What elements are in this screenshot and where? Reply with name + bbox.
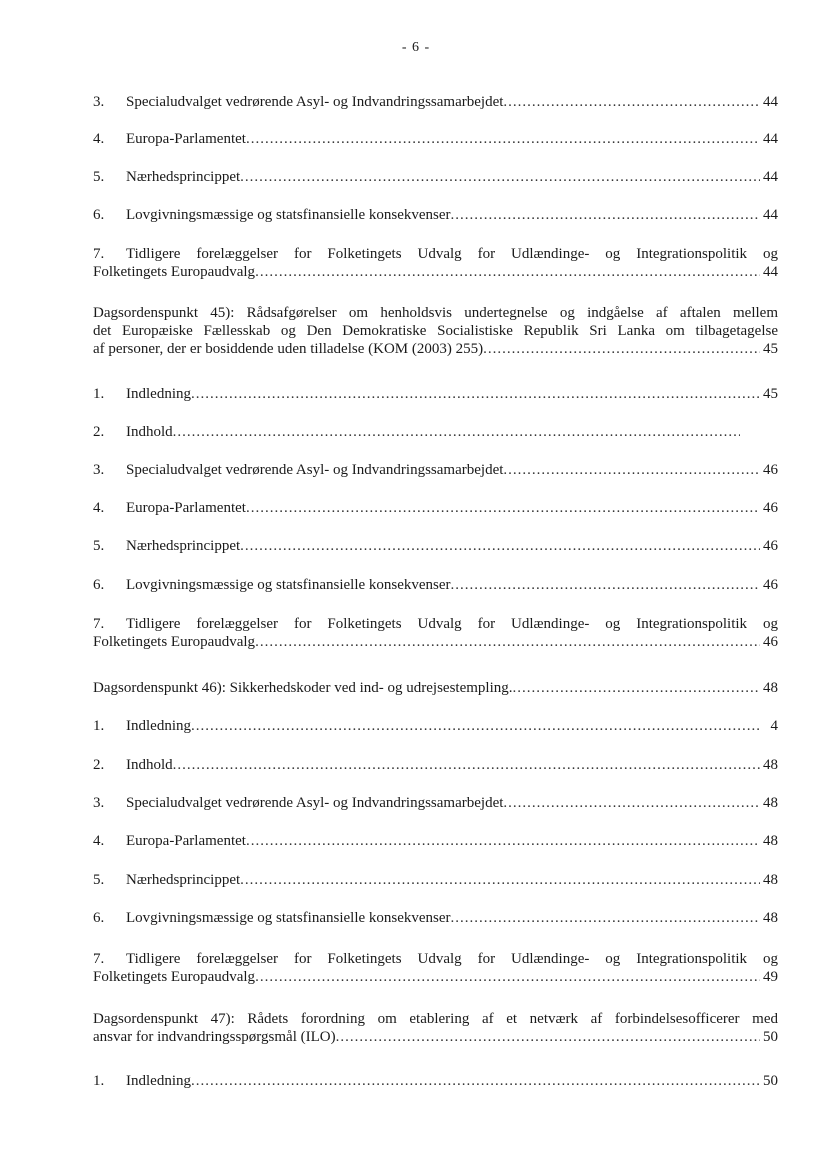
toc-entry-number: 5. [93, 169, 105, 185]
toc-entry-title: Europa-Parlamentet [126, 500, 246, 516]
dot-leader [246, 832, 760, 850]
toc-entry-page: 46 [763, 462, 778, 478]
agenda-heading [93, 304, 778, 358]
toc-entry [93, 245, 778, 281]
toc-entry-title: Specialudvalget vedrørende Asyl- og Indvandringssamarbejdet [126, 462, 504, 478]
dot-leader [191, 1072, 760, 1090]
toc-entry-title: Indhold [126, 424, 173, 440]
dot-leader [240, 537, 760, 555]
dot-leader [246, 499, 760, 517]
dot-leader [255, 968, 760, 986]
toc-entry-number: 4. [93, 833, 105, 849]
toc-entry-page: 45 [763, 386, 778, 402]
agenda-heading-line: Dagsordenspunkt 46): Sikkerhedskoder ved ind- og udrejsestempling. [93, 680, 513, 696]
toc-entry [93, 499, 778, 517]
toc-entry-page: 44 [763, 94, 778, 110]
toc-entry-number: 7. [93, 616, 105, 632]
toc-entry-title-continued: Folketingets Europaudvalg [93, 634, 256, 650]
toc-entry [93, 537, 778, 555]
toc-entry-number: 5. [93, 872, 105, 888]
toc-entry [93, 130, 778, 148]
toc-entry-title: Indledning [126, 386, 191, 402]
page-number: - 6 - [401, 40, 431, 55]
toc-entry-page: 46 [763, 634, 778, 650]
toc-entry-number: 2. [93, 757, 105, 773]
toc-entry-number: 7. [93, 951, 105, 967]
agenda-heading-line: Dagsordenspunkt 45): Rådsafgørelser om henholdsvis undertegnelse og indgåelse af aftalen mellem [93, 305, 778, 321]
toc-entry-title: Nærhedsprincippet [126, 872, 241, 888]
toc-entry-number: 3. [93, 795, 105, 811]
toc-entry-page: 4 [770, 718, 778, 734]
toc-entry-page: 48 [763, 872, 778, 888]
toc-entry [93, 717, 778, 735]
toc-entry-page: 44 [763, 264, 778, 280]
toc-entry-page: 46 [763, 577, 778, 593]
dot-leader [451, 909, 760, 927]
toc-entry-number: 4. [93, 500, 105, 516]
toc-entry-page: 50 [763, 1073, 778, 1089]
toc-entry-title: Lovgivningsmæssige og statsfinansielle konsekvenser [126, 910, 451, 926]
toc-entry [93, 93, 778, 111]
dot-leader [503, 794, 760, 812]
dot-leader [246, 130, 760, 148]
toc-entry-page: 46 [763, 538, 778, 554]
dot-leader [191, 385, 760, 403]
toc-entry [93, 461, 778, 479]
toc-entry-number: 6. [93, 577, 105, 593]
toc-entry [93, 423, 758, 441]
agenda-heading-line: det Europæiske Fællesskab og Den Demokratiske Socialistiske Republik Sri Lanka om tilbagetagelse [93, 323, 778, 339]
toc-entry-page: 46 [763, 500, 778, 516]
agenda-heading [93, 679, 778, 697]
toc-entry-title: Lovgivningsmæssige og statsfinansielle konsekvenser [126, 577, 451, 593]
toc-entry-title: Tidligere forelæggelser for Folketingets Udvalg for Udlændinge- og Integrationspolitik og [126, 951, 778, 967]
toc-entry-title: Nærhedsprincippet [126, 169, 241, 185]
toc-entry-page: 48 [763, 910, 778, 926]
dot-leader [191, 717, 760, 735]
toc-entry-number: 1. [93, 386, 105, 402]
toc-entry-number: 7. [93, 246, 105, 262]
agenda-heading-line: Dagsordenspunkt 47): Rådets forordning om etablering af et netværk af forbindelsesofficerer med [93, 1011, 778, 1027]
dot-leader [336, 1028, 760, 1046]
toc-entry-page: 48 [763, 833, 778, 849]
toc-entry-title-continued: Folketingets Europaudvalg [93, 264, 256, 280]
toc-entry-page: 45 [763, 341, 778, 357]
toc-entry-title: Indledning [126, 1073, 191, 1089]
toc-entry-number: 3. [93, 94, 105, 110]
toc-entry-number: 6. [93, 910, 105, 926]
dot-leader [503, 461, 760, 479]
toc-entry [93, 1072, 778, 1090]
dot-leader [255, 633, 760, 651]
toc-entry-page: 49 [763, 969, 778, 985]
toc-entry-title: Tidligere forelæggelser for Folketingets Udvalg for Udlændinge- og Integrationspolitik og [126, 246, 778, 262]
dot-leader [240, 871, 760, 889]
toc-entry-number: 2. [93, 424, 105, 440]
agenda-heading-line: af personer, der er bosiddende uden tilladelse (KOM (2003) 255) [93, 341, 484, 357]
dot-leader [483, 340, 760, 358]
agenda-heading [93, 1010, 778, 1046]
agenda-heading-line: ansvar for indvandringsspørgsmål (ILO) [93, 1029, 336, 1045]
toc-entry-title: Specialudvalget vedrørende Asyl- og Indvandringssamarbejdet [126, 795, 504, 811]
toc-entry [93, 576, 778, 594]
dot-leader [451, 206, 760, 224]
toc-entry-page: 48 [763, 757, 778, 773]
dot-leader [503, 93, 760, 111]
toc-entry-title: Nærhedsprincippet [126, 538, 241, 554]
toc-entry-page: 44 [763, 131, 778, 147]
toc-entry-page: 44 [763, 207, 778, 223]
toc-entry-number: 1. [93, 718, 105, 734]
dot-leader [240, 168, 760, 186]
toc-entry-number: 1. [93, 1073, 105, 1089]
toc-entry [93, 756, 778, 774]
dot-leader [173, 423, 740, 441]
dot-leader [513, 679, 760, 697]
toc-entry-title: Lovgivningsmæssige og statsfinansielle konsekvenser [126, 207, 451, 223]
toc-entry-number: 6. [93, 207, 105, 223]
toc-entry [93, 950, 778, 986]
toc-entry [93, 832, 778, 850]
toc-entry-number: 3. [93, 462, 105, 478]
toc-entry-number: 4. [93, 131, 105, 147]
toc-entry [93, 385, 778, 403]
dot-leader [451, 576, 760, 594]
dot-leader [255, 263, 760, 281]
toc-entry [93, 794, 778, 812]
toc-entry-title: Europa-Parlamentet [126, 131, 246, 147]
toc-entry-title: Tidligere forelæggelser for Folketingets Udvalg for Udlændinge- og Integrationspolitik og [126, 616, 778, 632]
toc-entry-title: Europa-Parlamentet [126, 833, 246, 849]
toc-entry [93, 168, 778, 186]
toc-entry-page: 48 [763, 795, 778, 811]
toc-entry-page: 48 [763, 680, 778, 696]
toc-entry-page: 44 [763, 169, 778, 185]
dot-leader [173, 756, 760, 774]
toc-entry-title-continued: Folketingets Europaudvalg [93, 969, 256, 985]
toc-entry-number: 5. [93, 538, 105, 554]
toc-entry [93, 871, 778, 889]
toc-entry [93, 615, 778, 651]
toc-entry-page: 50 [763, 1029, 778, 1045]
toc-entry-title: Indhold [126, 757, 173, 773]
toc-entry-title: Indledning [126, 718, 191, 734]
toc-entry [93, 206, 778, 224]
toc-entry [93, 909, 778, 927]
toc-entry-title: Specialudvalget vedrørende Asyl- og Indvandringssamarbejdet [126, 94, 504, 110]
